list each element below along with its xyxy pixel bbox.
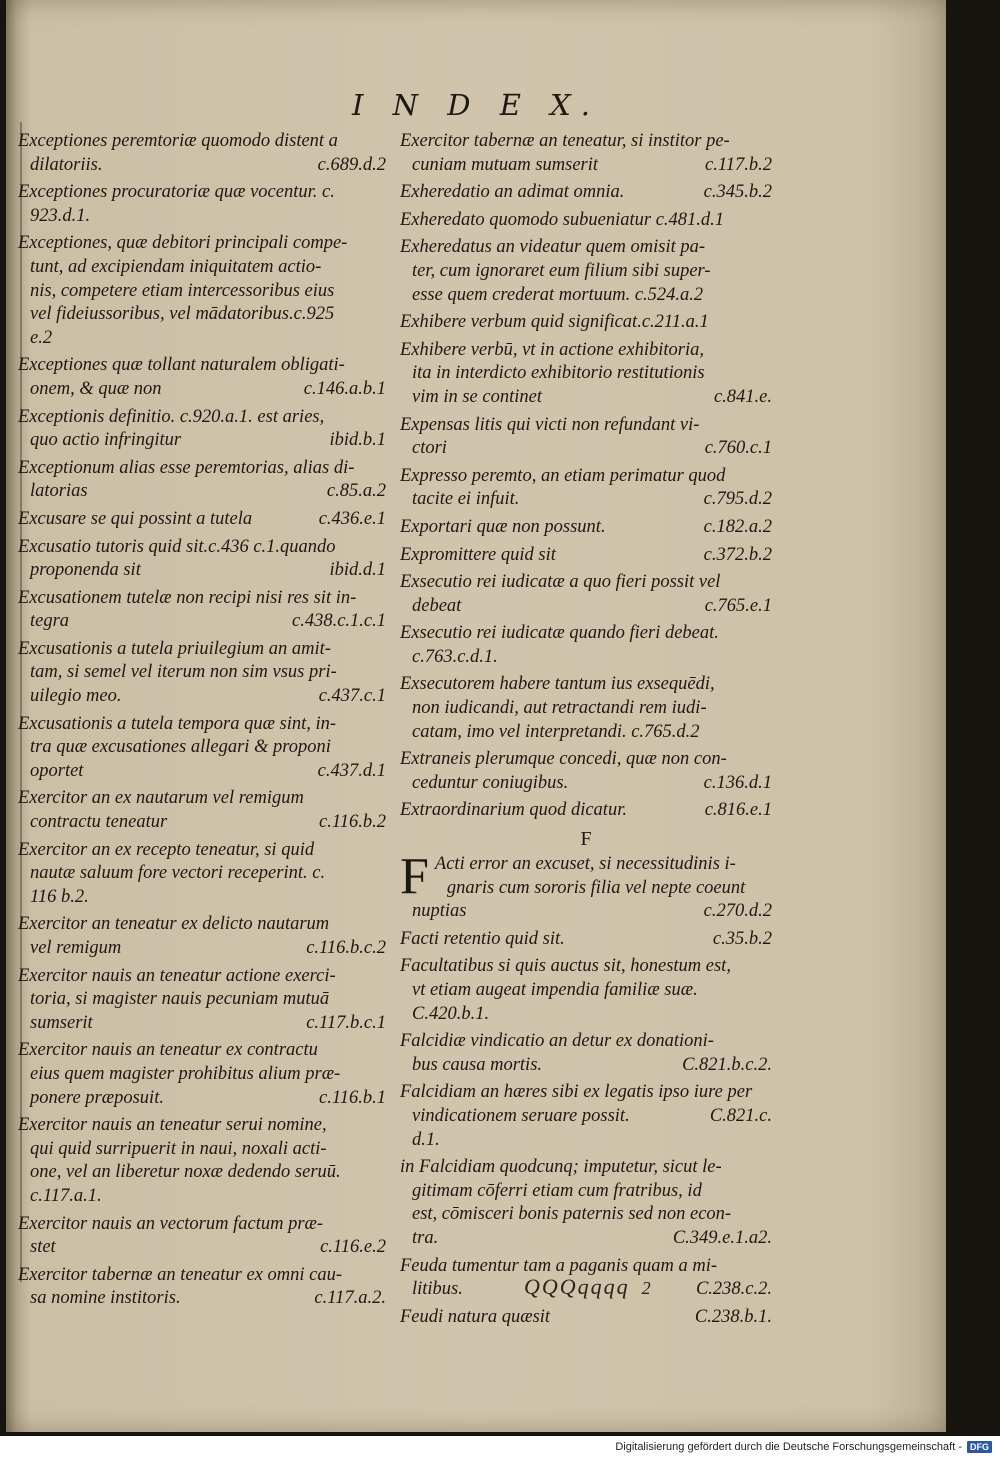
entry-line [18, 1039, 386, 1063]
entry-line [400, 414, 772, 438]
entry-text: cuniam mutuam sumserit [412, 154, 599, 175]
entry-line [400, 236, 772, 260]
page-reference: c.35.b.2 [712, 928, 772, 949]
entry-text: Exportari quæ non possunt. [400, 516, 606, 537]
entry-line [18, 685, 386, 709]
entry-text: Exceptiones quæ tollant naturalem obligati- [18, 355, 345, 376]
entry-text: latorias [30, 481, 88, 502]
entry-line [18, 760, 386, 784]
entry-line [18, 154, 386, 178]
entry-line [400, 284, 772, 308]
entry-line [18, 587, 386, 611]
dfg-logo: DFG [967, 1441, 992, 1453]
entry-line [400, 772, 772, 796]
index-column-right [400, 130, 772, 1333]
index-entry [400, 236, 772, 307]
page-reference: C.821.c. [709, 1105, 772, 1126]
entry-line [400, 1156, 772, 1180]
entry-line [400, 339, 772, 363]
entry-text: vel remigum [30, 938, 122, 958]
index-entry [18, 181, 386, 228]
index-entry [400, 181, 772, 205]
entry-text: Excusationem tutelæ non recipi nisi res sit in- [18, 587, 357, 608]
entry-text: Expresso peremto, an etiam perimatur quod [400, 465, 726, 486]
page-reference: c.116.e.2 [320, 1237, 386, 1258]
entry-line [400, 799, 772, 823]
index-entry [18, 1213, 386, 1260]
entry-line [18, 457, 386, 481]
entry-line [435, 877, 772, 901]
entry-text: est, cōmisceri bonis paternis sed non econ- [412, 1204, 732, 1225]
entry-line [400, 955, 772, 979]
entry-line [400, 544, 772, 568]
entry-text: non iudicandi, aut retractandi rem iudi- [412, 698, 707, 719]
entry-text: nuptias [412, 901, 467, 922]
entry-text: contractu teneatur [30, 812, 168, 833]
index-entry [18, 130, 386, 177]
index-entry [18, 1114, 386, 1208]
index-entry [18, 508, 386, 532]
page-reference: ibid.d.1 [329, 560, 386, 581]
entry-text: nautæ saluum fore vectori receperint. c. [30, 863, 326, 884]
entry-line [18, 256, 386, 280]
entry-text: ter, cum ignoraret eum filium sibi super- [412, 260, 711, 281]
signature-mark: QQQqqqq 2 [524, 1274, 653, 1299]
entry-line [18, 661, 386, 685]
entry-text: Extraordinarium quod dicatur. [400, 800, 627, 821]
page-reference: c.765.e.1 [704, 595, 772, 616]
entry-text: tunt, ad excipiendam iniquitatem actio- [30, 256, 322, 277]
entry-text: one, vel an liberetur noxæ dedendo seruū. [30, 1162, 341, 1183]
entry-text: quo actio infringitur [30, 430, 182, 451]
index-entry [18, 913, 386, 960]
entry-line [18, 559, 386, 583]
entry-line [18, 1087, 386, 1111]
page-reference: c.116.b.c.2 [306, 938, 386, 958]
entry-text: Falcidiam an hæres sibi ex legatis ipso iure per [400, 1082, 753, 1103]
entry-line [18, 1161, 386, 1185]
page-reference: c.372.b.2 [703, 544, 772, 565]
entry-line [18, 480, 386, 504]
entry-text: d.1. [412, 1129, 440, 1150]
index-entry [18, 638, 386, 709]
entry-text: tam, si semel vel iterum non sim vsus pri- [30, 662, 337, 683]
entry-text: Exercitor an ex recepto teneatur, si quid [18, 839, 315, 860]
entry-line [400, 1306, 772, 1330]
entry-text: gitimam cōferri etiam cum fratribus, id [412, 1180, 702, 1201]
page-reference: C.821.b.c.2. [682, 1054, 772, 1075]
index-entry [18, 536, 386, 583]
page-reference: C.238.c.2. [695, 1279, 772, 1300]
entry-text: C.420.b.1. [412, 1003, 490, 1024]
entry-text: Extraneis plerumque concedi, quæ non con- [400, 749, 727, 770]
entry-line [18, 1213, 386, 1237]
page-reference: c.182.a.2 [703, 516, 772, 537]
entry-text: Excusatio tutoris quid sit.c.436 c.1.quando [18, 536, 336, 557]
page-reference: c.816.e.1 [704, 800, 772, 821]
entry-text: Exheredatio an adimat omnia. [400, 182, 625, 203]
entry-line [400, 1003, 772, 1027]
index-entry [18, 787, 386, 834]
entry-line [18, 327, 386, 351]
entry-line [18, 1063, 386, 1087]
entry-text: 923.d.1. [30, 205, 91, 226]
entry-text: Excusationis a tutela priuilegium an amit- [18, 638, 331, 659]
entry-line [18, 886, 386, 910]
page-reference: c.436.e.1 [318, 508, 386, 529]
entry-line [18, 913, 386, 937]
entry-line [400, 437, 772, 461]
entry-text: proponenda sit [30, 560, 141, 581]
index-entry [400, 955, 772, 1026]
entry-line [18, 1185, 386, 1209]
entry-line [400, 1129, 772, 1153]
page-header: I N D E X. [352, 88, 600, 122]
index-entry [400, 1081, 772, 1152]
index-entry [18, 406, 386, 453]
entry-text: Exsecutio rei iudicatæ quando fieri debeat. [400, 623, 719, 644]
index-entry [400, 928, 772, 952]
page-reference: c.795.d.2 [703, 489, 772, 510]
entry-text: Facultatibus si quis auctus sit, honestum est, [400, 956, 731, 977]
digitization-footer [615, 1440, 992, 1454]
entry-text: tacite ei infuit. [412, 489, 520, 510]
entry-text: in Falcidiam quodcunq; imputetur, sicut le- [400, 1157, 722, 1178]
entry-text: sumserit [30, 1012, 93, 1033]
entry-text: Exsecutorem habere tantum ius exsequēdi, [400, 674, 715, 695]
entry-text: Exhibere verbum quid significat.c.211.a.1 [400, 312, 709, 333]
entry-text: Exceptiones peremtoriæ quomodo distent a [18, 131, 338, 151]
entry-text: debeat [412, 595, 462, 616]
index-entry [18, 713, 386, 784]
entry-text: Exceptionum alias esse peremtorias, alias di- [18, 457, 355, 478]
page-reference: C.238.b.1. [694, 1306, 772, 1327]
book-page [6, 0, 946, 1432]
entry-line [400, 488, 772, 512]
entry-line [400, 181, 772, 205]
page-reference: c.760.c.1 [704, 438, 772, 459]
entry-text: uilegio meo. [30, 686, 122, 707]
entry-line [18, 378, 386, 402]
entry-text: litibus. [412, 1279, 463, 1300]
entry-text: gnaris cum sororis filia vel nepte coeunt [446, 877, 746, 898]
entry-line [400, 721, 772, 745]
entry-text: ctori [412, 438, 447, 459]
page-reference: ibid.b.1 [329, 430, 386, 451]
entry-line [18, 1236, 386, 1260]
page-reference: c.437.d.1 [317, 760, 386, 781]
entry-text: ceduntur coniugibus. [412, 772, 569, 793]
entry-text: Exercitor tabernæ an teneatur ex omni cau- [18, 1264, 343, 1285]
entry-text: Feuda tumentur tam a paganis quam a mi- [400, 1255, 718, 1276]
entry-line [18, 638, 386, 662]
entry-line [18, 811, 386, 835]
entry-line [400, 571, 772, 595]
entry-line [400, 928, 772, 952]
entry-text: vim in se continet [412, 386, 542, 407]
entry-line [18, 205, 386, 229]
entry-text: Expensas litis qui victi non refundant vi- [400, 414, 700, 435]
entry-text: tegra [30, 611, 70, 632]
entry-text: c.117.a.1. [30, 1185, 102, 1206]
index-entry [18, 1264, 386, 1311]
page-reference: C.349.e.1.a2. [672, 1227, 772, 1248]
entry-text: Exsecutio rei iudicatæ a quo fieri possit vel [400, 572, 721, 593]
entry-text: Exercitor nauis an vectorum factum præ- [18, 1213, 324, 1234]
entry-line [18, 1264, 386, 1288]
entry-line [18, 181, 386, 205]
page-reference: c.345.b.2 [703, 182, 772, 203]
entry-line [400, 130, 772, 154]
entry-line [18, 280, 386, 304]
entry-text: Exercitor nauis an teneatur ex contractu [18, 1040, 318, 1061]
index-entry [18, 232, 386, 350]
index-entry [400, 673, 772, 744]
entry-text: Exheredatus an videatur quem omisit pa- [400, 237, 706, 258]
entry-text: Facti retentio quid sit. [400, 928, 565, 949]
footer-text: Digitalisierung gefördert durch die Deutsche Forschungsgemeinschaft - [615, 1441, 962, 1453]
entry-text: Exceptiones, quæ debitori principali compe- [18, 233, 348, 254]
page-reference: c.841.e. [713, 386, 772, 407]
page-reference: c.85.a.2 [326, 481, 386, 502]
entry-text: oportet [30, 760, 84, 781]
entry-line [400, 646, 772, 670]
entry-line [18, 130, 386, 154]
index-entry [400, 622, 772, 669]
entry-text: Exceptiones procuratoriæ quæ vocentur. c. [18, 182, 335, 203]
page-reference: c.270.d.2 [703, 901, 772, 922]
entry-line [18, 610, 386, 634]
index-entry [400, 209, 772, 233]
entry-text: ita in interdicto exhibitorio restitutionis [412, 363, 705, 384]
entry-line [18, 988, 386, 1012]
index-entry [18, 354, 386, 401]
entry-line [18, 1138, 386, 1162]
entry-text: Exceptionis definitio. c.920.a.1. est aries, [18, 406, 325, 427]
index-entry [400, 130, 772, 177]
entry-line [18, 839, 386, 863]
entry-line [18, 1287, 386, 1311]
entry-line [18, 429, 386, 453]
entry-line [435, 853, 772, 877]
entry-line [400, 311, 772, 335]
entry-line [400, 260, 772, 284]
drop-capital: F [400, 848, 429, 906]
entry-text: Excusare se qui possint a tutela [18, 508, 253, 529]
index-entry [18, 965, 386, 1036]
index-entry [18, 457, 386, 504]
entry-text: tra. [412, 1227, 439, 1248]
page-reference: c.117.b.2 [705, 154, 772, 175]
entry-text: Exercitor nauis an teneatur serui nomine, [18, 1115, 327, 1136]
entry-text: dilatoriis. [30, 154, 103, 175]
entry-text: c.763.c.d.1. [412, 646, 498, 667]
entry-text: Acti error an excuset, si necessitudinis i- [434, 854, 736, 875]
entry-text: Exercitor an ex nautarum vel remigum [18, 788, 304, 809]
entry-line [400, 1227, 772, 1251]
index-entry [400, 414, 772, 461]
index-entry [400, 571, 772, 618]
entry-text: eius quem magister prohibitus alium præ- [30, 1063, 341, 1084]
index-entry [400, 1306, 772, 1330]
entry-line [400, 465, 772, 489]
entry-line [400, 697, 772, 721]
entry-text: tra quæ excusationes allegari & proponi [30, 737, 331, 758]
index-entry [400, 1156, 772, 1250]
entry-line [400, 1030, 772, 1054]
entry-text: ponere præposuit. [30, 1087, 164, 1108]
entry-text: qui quid surripuerit in naui, noxali acti- [30, 1138, 327, 1159]
entry-text: vt etiam augeat impendia familiæ suæ. [412, 980, 698, 1000]
entry-line [18, 303, 386, 327]
letter-heading: F [580, 828, 592, 851]
index-entry [400, 799, 772, 823]
entry-line [18, 937, 386, 961]
entry-text: Exercitor nauis an teneatur actione exerci- [18, 965, 336, 986]
index-entry [400, 339, 772, 410]
entry-text: esse quem crederat mortuum. c.524.a.2 [412, 284, 704, 305]
entry-line [18, 536, 386, 560]
entry-line [400, 386, 772, 410]
entry-text: Exhibere verbū, vt in actione exhibitoria, [400, 339, 704, 360]
entry-line [18, 862, 386, 886]
entry-line [18, 232, 386, 256]
entry-text: Falcidiæ vindicatio an detur ex donationi- [400, 1031, 714, 1052]
entry-line [400, 979, 772, 1003]
entry-line [400, 1180, 772, 1204]
entry-text: Exercitor tabernæ an teneatur, si institor pe- [400, 131, 730, 151]
entry-line [400, 1054, 772, 1078]
entry-line [18, 406, 386, 430]
entry-line [400, 1081, 772, 1105]
entry-line [18, 787, 386, 811]
page-reference: c.689.d.2 [317, 154, 386, 175]
page-reference: c.136.d.1 [703, 772, 772, 793]
index-entry [400, 1030, 772, 1077]
entry-text: sa nomine institoris. [30, 1288, 181, 1309]
entry-text: onem, & quæ non [30, 378, 162, 399]
entry-text: nis, competere etiam intercessoribus eius [30, 280, 335, 301]
page-reference: c.437.c.1 [318, 686, 386, 707]
index-entry [400, 748, 772, 795]
entry-line [400, 154, 772, 178]
page-reference: c.117.a.2. [314, 1288, 386, 1309]
index-entry [400, 516, 772, 540]
entry-text: Excusationis a tutela tempora quæ sint, in- [18, 713, 337, 734]
entry-text: toria, si magister nauis pecuniam mutuā [30, 989, 330, 1010]
page-reference: c.116.b.1 [319, 1087, 386, 1108]
index-entry [18, 1039, 386, 1110]
entry-text: e.2 [30, 327, 53, 348]
index-entry [18, 839, 386, 910]
entry-line [400, 595, 772, 619]
page-reference: c.117.b.c.1 [306, 1012, 386, 1033]
entry-line [400, 900, 772, 924]
entry-line [18, 736, 386, 760]
entry-line [18, 354, 386, 378]
entry-text: stet [30, 1237, 56, 1258]
entry-line [400, 748, 772, 772]
entry-line [400, 1105, 772, 1129]
entry-line [400, 673, 772, 697]
entry-text: Feudi natura quæsit [400, 1306, 551, 1327]
page-reference: c.438.c.1.c.1 [291, 611, 386, 632]
entry-line [18, 965, 386, 989]
entry-line [18, 508, 386, 532]
index-entry [18, 587, 386, 634]
entry-text: Exheredato quomodo subueniatur c.481.d.1 [400, 209, 725, 230]
entry-line [18, 1012, 386, 1036]
entry-text: bus causa mortis. [412, 1054, 543, 1075]
entry-line [400, 516, 772, 540]
entry-line [400, 362, 772, 386]
entry-text: Exercitor an teneatur ex delicto nautarum [18, 914, 330, 935]
index-entry [400, 544, 772, 568]
index-entry [400, 465, 772, 512]
index-column-left [18, 130, 386, 1315]
index-entry [400, 848, 772, 924]
entry-line [400, 1203, 772, 1227]
entry-text: 116 b.2. [30, 886, 89, 907]
entry-line [400, 622, 772, 646]
entry-line [18, 713, 386, 737]
page-reference: c.116.b.2 [319, 812, 386, 833]
entry-text: catam, imo vel interpretandi. c.765.d.2 [412, 721, 700, 742]
entry-line [18, 1114, 386, 1138]
entry-line [400, 209, 772, 233]
page-reference: c.146.a.b.1 [303, 378, 386, 399]
entry-text: vindicationem seruare possit. [412, 1105, 630, 1126]
index-entry [400, 311, 772, 335]
entry-text: Expromittere quid sit [400, 544, 556, 565]
entry-text: vel fideiussoribus, vel mādatoribus.c.925 [30, 304, 335, 325]
